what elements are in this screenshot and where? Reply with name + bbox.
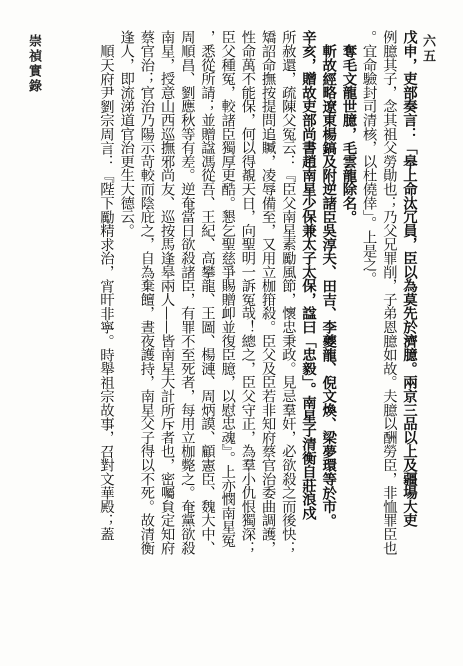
text-column-16: 順天府尹劉宗周言：『陛下勵精求治，宵旰非寧。時舉祖宗故事，召對文華殿；蓋 <box>97 44 114 541</box>
text-column-1: 戊申，吏部奏言：「皋上命汰冗員，臣以為莫先於濟臆。兩京三品以上及疆場大吏 <box>401 30 418 527</box>
text-column-11: ，悉從所請；並贈諡馮從吾、王紀、高攀龍、王圖、楊漣、周炳謨、顧憲臣、魏大中、 <box>198 30 215 555</box>
book-title: 崇禎實錄 <box>26 34 41 94</box>
text-column-9: 性命萬不能保，何以得覩天日，向聖明一訴冤哉！總之，臣父守正，為羣小仇恨獨深； <box>239 30 256 555</box>
text-column-15: 逢人，即流涕道官治更生大德云。 <box>118 30 135 238</box>
text-column-8: 矯詔命撫按提問追贓，凌辱備至，又用立枷箝殺。臣父及臣若非知府蔡官治委曲調護， <box>259 30 276 555</box>
page-number: 六五 <box>420 34 435 64</box>
text-column-2: 例臆其子，念其祖父勞勛也；乃父兄罪削，子弟恩臆如故。夫臆以酬勞臣，非恤罪臣也 <box>380 30 397 555</box>
vertical-text-block <box>52 30 418 618</box>
text-column-4: 奪毛文龍世臆，毛雲龍除名。 <box>340 44 358 224</box>
text-column-7: 所赦還，疏陳父冤云：『臣父南星素勵風節，懷忠秉政。見忌羣奸，必欲殺之而後快； <box>279 30 296 555</box>
text-column-13: 南星，授意山西巡撫邪尚友、巡按馬逢皋兩人——皆南星大計所斥者也，密囑貟定知府 <box>158 30 175 555</box>
text-column-10: 臣父種冤，較諸臣獨厚更酷。懇乞聖慈爭賜贈卹並復臣臆，以慰忠魂』。上亦憫南星冤 <box>219 30 236 548</box>
text-column-14: 蔡官治；官治乃陽示苛較而陰庇之，自為棄饘，晝夜護持，南星父子得以不死。故清衡 <box>138 30 155 555</box>
text-column-3: 。宜命驗封司清核，以杜僥倖」。上是之。 <box>360 30 377 286</box>
text-column-12: 周順昌、劉應秋等有差。逆奄當日欲殺諸臣，有罪不至死者，每用立枷斃之。奄黨欲殺 <box>178 30 195 555</box>
text-column-6: 辛亥，贈故吏部尚書趙南星少保兼太子太保，諡曰「忠毅」。南星子清衡自莊浪戍 <box>299 30 317 520</box>
text-column-5: 斬故經略遼東楊鎬及附逆諸臣吳淳夫、田吉、李夔龍、倪文煥、梁夢環等於市。 <box>320 44 338 528</box>
